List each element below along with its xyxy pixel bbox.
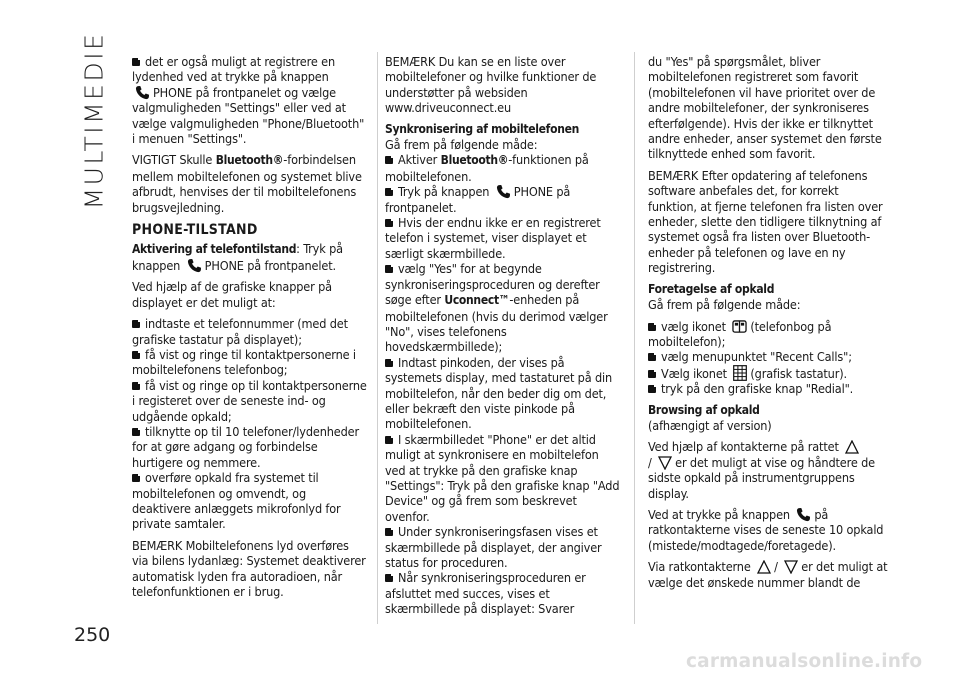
text-column-2 [385, 54, 622, 617]
list-item: få vist og ringe til kontaktpersonerne i mobiltelefonens telefonbog; [132, 346, 356, 378]
bullet-icon [648, 353, 656, 361]
list-item: Vælg ikonet (grafisk tastatur). [648, 365, 888, 381]
column-divider [634, 52, 635, 624]
bullet-icon [385, 156, 393, 164]
triangle-up-icon [757, 560, 771, 574]
paragraph: Ved hjælp af kontakterne på rattet / er det muligt at vise og håndtere de sidste opkald på instrumentgruppens display. [648, 439, 875, 501]
bullet-icon [385, 188, 393, 196]
paragraph: Ved hjælp af de grafiske knapper på displayet er det muligt at: [132, 279, 332, 310]
bullet-icon [385, 528, 393, 536]
list-item: Indtast pinkoden, der vises på systemets display, med tastaturet på din mobiltelefon, når den beder dig om det, eller bekræft den viste pinkode på mobiltelefonen. [385, 354, 613, 432]
list-item: indtaste et telefonnummer (med det grafiske tastatur på displayet); [132, 316, 348, 347]
paragraph: VIGTIGT Skulle Bluetooth®-forbindelsen mellem mobiltelefonen og systemet blive afbrudt, henvises der til mobiltelefonens brugsvejledning. [132, 152, 362, 215]
paragraph: det er også muligt at registrere en lydenhed ved at trykke på knappen PHONE på frontpanelet og vælge valgmuligheden "Settings" eller ved at vælge valgmuligheden "Phone/Bluetooth" i menuen "Settings". [132, 54, 365, 147]
list-item: overføre opkald fra systemet til mobiltelefonen og omvendt, og deaktivere anlæggets mikrofonlyd for private samtaler. [132, 470, 341, 532]
phone-icon [135, 85, 150, 100]
list-item: vælg "Yes" for at begynde synkroniseringsproceduren og derefter søge efter Uconnect™-enheden på mobiltelefonen (hvis du derimod vælger "No", vises telefonens hovedskærmbillede); [385, 261, 608, 355]
list-item: tilknytte op til 10 telefoner/lydenheder for at gøre adgang og forbindelse hurtigere og nemmere. [132, 423, 359, 470]
column-divider [377, 52, 378, 624]
bullet-icon [132, 428, 140, 436]
paragraph: Gå frem på følgende måde: [385, 137, 538, 153]
page-number: 250 [74, 624, 111, 646]
bullet-icon [385, 359, 393, 367]
list-item: Hvis der endnu ikke er en registreret telefon i systemet, viser displayet et særligt skærmbillede. [385, 215, 601, 261]
watermark-text: carmanualsonline.info [686, 651, 923, 672]
list-item: Aktiver Bluetooth®-funktionen på mobiltelefonen. [385, 152, 589, 184]
bullet-icon [385, 574, 393, 582]
list-item: Tryk på knappen PHONE på frontpanelet. [385, 184, 571, 215]
text-column-3 [648, 54, 888, 596]
list-item: vælg ikonet (telefonbog på mobiltelefon); [648, 318, 832, 349]
paragraph: Aktivering af telefontilstand: Tryk på knappen PHONE på frontpanelet. [132, 241, 343, 273]
list-item: I skærmbilledet "Phone" er det altid muligt at synkronisere en mobiltelefon ved at trykke på den grafiske knap "Settings": Tryk på den grafiske knap "Add Device" og gå frem som beskrevet ovenfor. [385, 431, 620, 524]
list-item: Under synkroniseringsfasen vises et skærmbillede på displayet, der angiver status for proceduren. [385, 524, 602, 570]
list-item: tryk på den grafiske knap "Redial". [648, 381, 888, 396]
subheading: Synkronisering af mobiltelefonen [385, 121, 579, 136]
bullet-icon [132, 58, 140, 66]
phone-icon [496, 184, 511, 199]
note-paragraph: BEMÆRK Du kan se en liste over mobiltelefoner og hvilke funktioner de understøtter på websiden www.driveuconnect.eu [385, 54, 597, 116]
phonebook-icon [732, 320, 747, 334]
bullet-icon [132, 382, 140, 390]
phone-icon [796, 507, 811, 522]
bullet-icon [132, 351, 140, 359]
bullet-icon [132, 474, 140, 482]
bullet-icon [648, 370, 656, 378]
triangle-up-icon [845, 440, 859, 454]
note-paragraph: BEMÆRK Efter opdatering af telefonens software anbefales det, for korrekt funktion, at fjerne telefonen fra listen over enheder, slette den tidligere tilknytning af systemet også fra listen over Bluetooth-enheder på telefonen og lave en ny registrering. [648, 167, 883, 276]
paragraph: du "Yes" på spørgsmålet, bliver mobiltelefonen registreret som favorit (mobiltelefonen vil have prioritet over de andre mobiltelefoner, der synkroniseres efterfølgende). Hvis der ikke er tilknyttet andre enheder, anser systemet den første tilknyttede enhed som favorit. [648, 54, 882, 162]
section-side-title: MULTIMEDIE [79, 31, 109, 209]
phone-icon [187, 258, 202, 273]
bullet-icon [385, 265, 393, 273]
bullet-icon [648, 323, 656, 331]
list-item: få vist og ringe op til kontaktpersonerne i registeret over de seneste ind- og udgående opkald; [132, 377, 367, 424]
subheading: Browsing af opkald [648, 402, 760, 417]
bullet-icon [132, 320, 140, 328]
section-heading: PHONE-TILSTAND [132, 222, 258, 239]
triangle-down-icon [658, 456, 672, 470]
keypad-grid-icon [733, 365, 747, 381]
list-item: vælg menupunktet "Recent Calls"; [648, 349, 888, 364]
paragraph: Gå frem på følgende måde: [648, 297, 801, 313]
bullet-icon [385, 219, 393, 227]
bullet-icon [648, 385, 656, 393]
bullet-icon [385, 436, 393, 444]
text-column-1 [132, 54, 368, 605]
paragraph: (afhængigt af version) [648, 417, 772, 433]
paragraph: Via ratkontakterne / er det muligt at vælge det ønskede nummer blandt de [648, 559, 888, 590]
triangle-down-icon [784, 560, 798, 574]
note-paragraph: BEMÆRK Mobiltelefonens lyd overføres via bilens lydanlæg: Systemet deaktiverer automatisk lyden fra autoradioen, når telefonfunktionen er i brug. [132, 537, 366, 599]
paragraph: Ved at trykke på knappen på ratkontakterne vises de seneste 10 opkald (mistede/modtagede/foretagede). [648, 506, 884, 553]
list-item: Når synkroniseringsproceduren er afsluttet med succes, vises et skærmbillede på displayet: Svarer [385, 570, 586, 617]
subheading: Foretagelse af opkald [648, 281, 775, 296]
